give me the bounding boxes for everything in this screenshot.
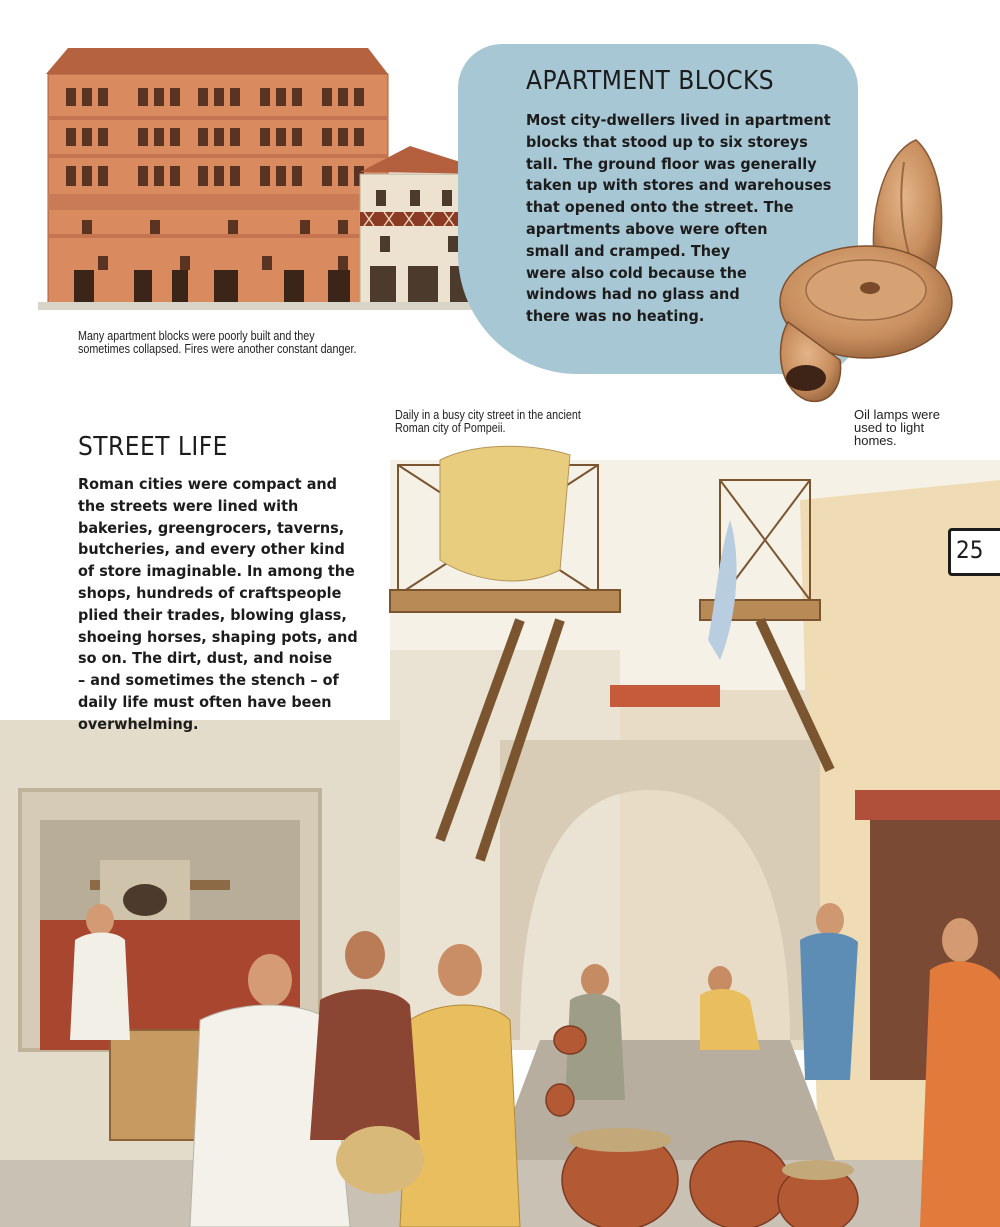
caption-line: Roman city of Pompeii. — [395, 421, 506, 435]
text-line: plied their trades, blowing glass, — [78, 605, 347, 624]
text-line: small and cramped. They — [526, 241, 731, 260]
text-line: tall. The ground floor was generally — [526, 154, 817, 173]
apartment-blocks-illustration — [38, 44, 508, 312]
oil-lamp-illustration — [766, 132, 966, 435]
text-line: there was no heating. — [526, 307, 705, 326]
text-line: apartments above were often — [526, 219, 768, 238]
text-line: shoeing horses, shaping pots, and — [78, 627, 358, 646]
text-line: taken up with stores and warehouses — [526, 176, 832, 195]
street-scene-caption — [395, 409, 619, 435]
caption-line: homes. — [854, 433, 897, 448]
text-line: were also cold because the — [526, 263, 747, 282]
text-line: Roman cities were compact and — [78, 475, 338, 493]
street-life-heading: STREET LIFE — [78, 432, 228, 462]
text-line: the streets were lined with — [78, 496, 299, 515]
street-life-text — [78, 474, 378, 736]
apartment-blocks-heading: APARTMENT BLOCKS — [526, 66, 775, 96]
caption-line: sometimes collapsed. Fires were another constant danger. — [78, 342, 357, 356]
text-line: butcheries, and every other kind — [78, 540, 345, 559]
apartment-blocks-caption — [78, 330, 388, 356]
text-line: windows had no glass and — [526, 285, 740, 304]
page-number: 25 — [956, 536, 984, 564]
text-line: bakeries, greengrocers, taverns, — [78, 518, 345, 537]
text-line: shops, hundreds of craftspeople — [78, 583, 342, 602]
text-line: that opened onto the street. The — [526, 198, 794, 217]
text-line: of store imaginable. In among the — [78, 562, 355, 581]
caption-line: Oil lamps were — [854, 407, 940, 422]
caption-line: Daily in a busy city street in the ancient — [395, 408, 581, 422]
text-line: Most city-dwellers lived in apartment — [526, 111, 831, 129]
caption-line: Many apartment blocks were poorly built and they — [78, 329, 315, 343]
text-line: – and sometimes the stench – of — [78, 671, 339, 690]
text-line: blocks that stood up to six storeys — [526, 132, 808, 151]
text-line: so on. The dirt, dust, and noise — [78, 649, 333, 668]
caption-line: used to light — [854, 420, 925, 435]
text-line: daily life must often have been — [78, 692, 332, 711]
text-line: overwhelming. — [78, 714, 199, 733]
